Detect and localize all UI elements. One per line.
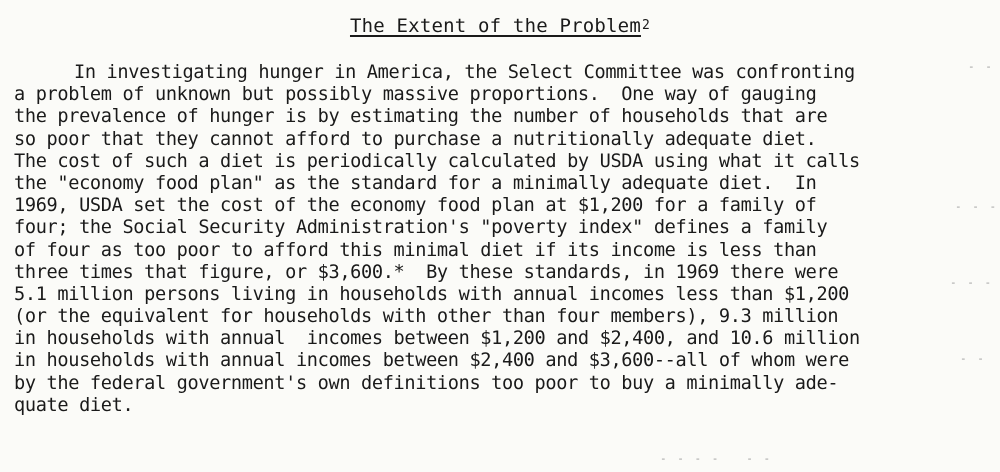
text-line: three times that figure, or $3,600.* By these standards, in 1969 there were: [14, 261, 839, 283]
scan-noise: - - -: [955, 200, 999, 213]
text-line: quate diet.: [14, 394, 134, 416]
text-line: so poor that they cannot afford to purchase a nutritionally adequate diet.: [14, 128, 817, 150]
text-line: the "economy food plan" as the standard for a minimally adequate diet. In: [14, 172, 817, 194]
text-line: (or the equivalent for households with other than four members), 9.3 million: [14, 306, 839, 328]
scan-noise: - - -: [950, 276, 994, 289]
text-line: 1969, USDA set the cost of the economy food plan at $1,200 for a family of: [14, 195, 817, 217]
text-line: In investigating hunger in America, the Select Committee was confronting: [74, 62, 855, 83]
scan-noise: - -: [960, 352, 986, 365]
text-line: by the federal government's own definitions too poor to buy a minimally ade-: [14, 372, 839, 394]
page-title: [0, 14, 1000, 41]
title-footnote-marker: 2: [641, 18, 650, 33]
text-line: a problem of unknown but possibly massive proportions. One way of gauging: [14, 84, 817, 106]
body-paragraph: [0, 62, 1000, 417]
title-text: The Extent of the Problem: [349, 15, 641, 37]
text-line: the prevalence of hunger is by estimating the number of households that are: [14, 106, 828, 128]
text-line: four; the Social Security Administration's "poverty index" defines a family: [14, 217, 828, 239]
text-line: The cost of such a diet is periodically calculated by USDA using what it calls: [14, 150, 860, 172]
text-line: 5.1 million persons living in households with annual incomes less than $1,200: [14, 283, 850, 305]
text-line: in households with annual incomes between $1,200 and $2,400, and 10.6 million: [14, 328, 860, 350]
scan-noise: - -: [968, 60, 994, 73]
text-line: of four as too poor to afford this minimal diet if its income is less than: [14, 239, 817, 261]
text-line: in households with annual incomes between $2,400 and $3,600--all of whom were: [14, 350, 850, 372]
scan-noise: - - - - - -: [660, 452, 773, 465]
